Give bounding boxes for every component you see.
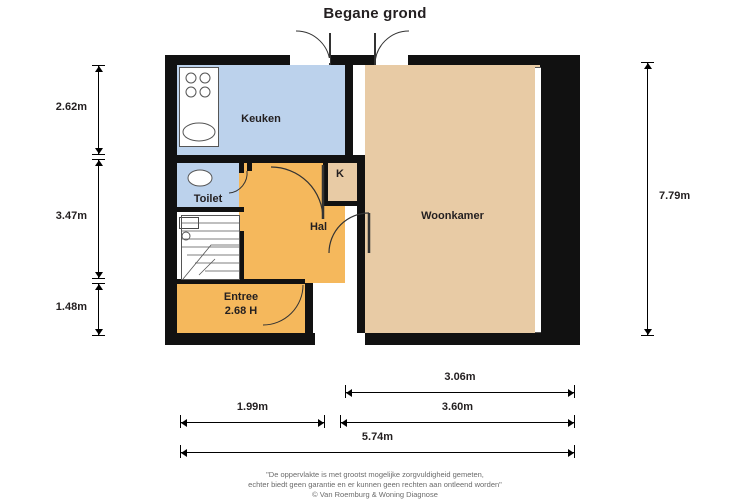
- disclaimer: [0, 470, 750, 500]
- room-label-woonkamer: Woonkamer: [421, 210, 484, 222]
- wall-top-left: [165, 55, 290, 65]
- entree-area-label: 2.68 H: [224, 305, 258, 317]
- dimension-bottom-199: [180, 401, 325, 429]
- kitchen-sink-icon: [179, 117, 219, 147]
- room-label-hal: Hal: [309, 221, 328, 233]
- dimension-left-2-label: 3.47m: [55, 210, 87, 222]
- wall-right: [540, 55, 580, 345]
- toilet-icon: [185, 167, 215, 189]
- door-toilet-icon: [225, 167, 251, 197]
- wall-kitchen-living: [345, 65, 353, 155]
- dimension-bottom-360-label: 3.60m: [441, 401, 474, 413]
- wall-top-mid: [330, 55, 375, 65]
- dimension-bottom-574: [180, 431, 575, 459]
- dimension-bottom-574-label: 5.74m: [361, 431, 394, 443]
- disclaimer-line-3: © Van Roemburg & Woning Diagnose: [312, 490, 438, 499]
- room-woonkamer: [365, 65, 540, 333]
- wall-toilet-bottom: [177, 207, 244, 212]
- door-hal-woonkamer-icon: [325, 207, 371, 257]
- wall-bottom-left: [165, 333, 315, 345]
- dimension-left-2: [55, 159, 106, 279]
- room-label-entree: Entree: [223, 291, 259, 303]
- door-front-right-icon: [373, 27, 415, 67]
- disclaimer-line-2: echter biedt geen garantie en er kunnen geen rechten aan ontleend worden": [248, 480, 502, 489]
- door-hal-keuken-icon: [265, 163, 325, 223]
- staircase-icon: [181, 215, 243, 281]
- disclaimer-line-1: "De oppervlakte is met grootst mogelijke zorgvuldigheid gemeten,: [266, 470, 484, 479]
- dimension-bottom-306-label: 3.06m: [444, 371, 476, 383]
- dimension-bottom-306: [345, 371, 575, 399]
- window-kitchen-top: [290, 58, 330, 63]
- floorplan-drawing: [165, 55, 580, 345]
- room-label-toilet: Toilet: [193, 193, 223, 205]
- dimension-bottom-360: [340, 401, 575, 429]
- dimension-right-1-label: 7.79m: [659, 190, 691, 202]
- window-right: [535, 67, 541, 333]
- kitchen-hob-icon: [181, 69, 215, 103]
- dimension-right-1: [641, 62, 691, 336]
- dimension-left-1-label: 2.62m: [55, 101, 87, 113]
- room-label-keuken: Keuken: [241, 113, 281, 125]
- wall-entry-door-jamb: [305, 283, 313, 345]
- wall-kitchen-bottom: [177, 155, 365, 163]
- door-entree-icon: [260, 283, 305, 328]
- page-title: Begane grond: [323, 5, 427, 22]
- dimension-left-1: [55, 65, 106, 155]
- wall-meterkast-bottom: [327, 201, 365, 206]
- wall-left: [165, 55, 177, 345]
- dimension-bottom-199-label: 1.99m: [236, 401, 269, 413]
- wall-bottom-right: [365, 333, 545, 345]
- room-label-meterkast: K: [336, 168, 344, 180]
- dimension-left-3: [55, 283, 106, 336]
- dimension-left-3-label: 1.48m: [55, 301, 87, 313]
